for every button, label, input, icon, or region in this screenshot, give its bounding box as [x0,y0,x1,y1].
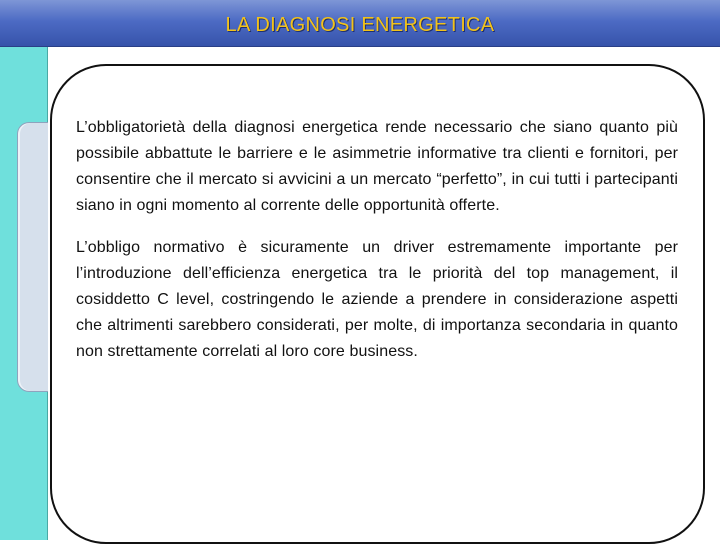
paragraph-2: L’obbligo normativo è sicuramente un driver estremamente importante per l’introduzione dell’efficienza energetica tra le priorità del top management, il cosiddetto C level, costringendo le aziende a prendere in considerazione aspetti che altrimenti sarebbero considerati, per molte, di importanza secondaria in quanto non strettamente correlati al loro core business. [76,239,678,360]
paragraph-1: L’obbligatorietà della diagnosi energetica rende necessario che siano quanto più possibile abbattute le barriere e le asimmetrie informative tra clienti e fornitori, per consentire che il mercato si avvicini a un mercato “perfetto”, in cui tutti i partecipanti siano in ogni momento al corrente delle opportunità offerte. [76,119,678,214]
content-body [76,115,678,381]
slide-title: LA DIAGNOSI ENERGETICA [225,14,495,36]
side-tab [17,122,48,392]
